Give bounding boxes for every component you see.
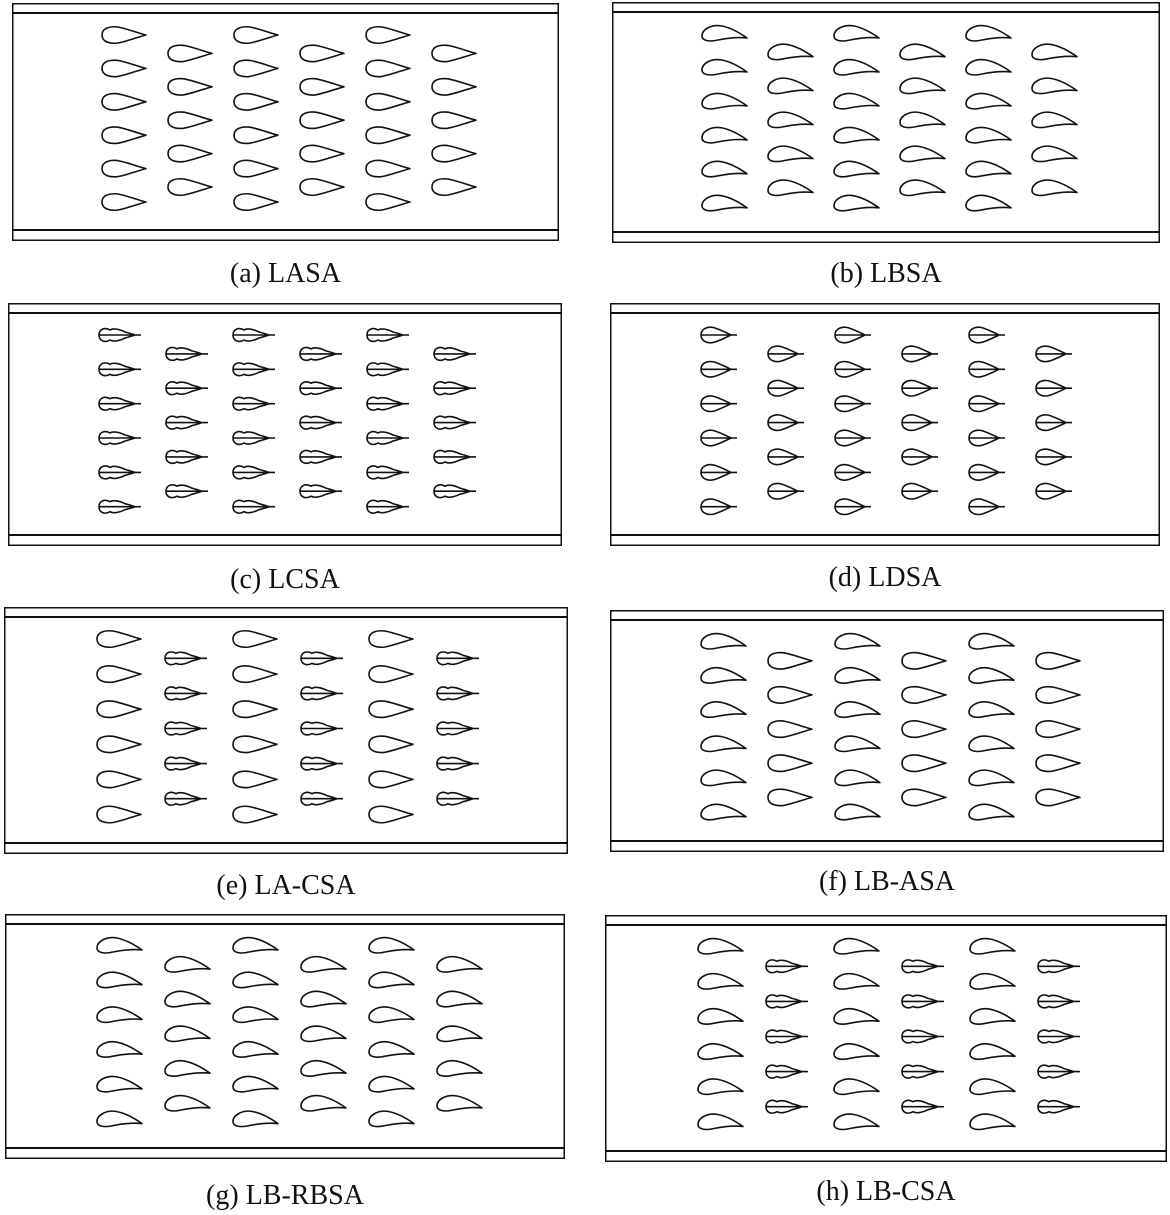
channel-diagram-g	[5, 914, 565, 1159]
fin-shape	[698, 939, 743, 954]
fin-shape	[902, 687, 946, 703]
fin-shape	[835, 499, 871, 514]
fin-shape	[702, 127, 747, 142]
fin-shape	[301, 1061, 346, 1076]
panel-f	[610, 610, 1164, 852]
fin-shape	[166, 416, 208, 429]
fin-shape	[970, 1044, 1015, 1059]
fin-shape	[835, 804, 880, 819]
fin-shape	[701, 634, 746, 649]
channel-diagram-f	[610, 610, 1164, 852]
fin-shape	[1038, 995, 1080, 1008]
fin-shape	[366, 160, 410, 176]
fin-shape	[766, 960, 808, 973]
fin-shape	[434, 348, 476, 361]
fin-shape	[300, 45, 344, 61]
fin-shape	[168, 45, 212, 61]
fin-shape	[367, 432, 409, 445]
fin-shape	[165, 957, 210, 972]
fin-shape	[701, 736, 746, 751]
fin-shape	[835, 736, 880, 751]
fin-shape	[437, 722, 479, 735]
fin-shape	[969, 327, 1005, 342]
fin-shape	[768, 687, 812, 703]
channel-diagram-c	[8, 303, 562, 546]
fin-shape	[233, 972, 278, 987]
fin-shape	[165, 757, 207, 770]
fin-shape	[233, 736, 277, 752]
fin-shape	[301, 652, 343, 665]
fin-shape	[902, 789, 946, 805]
channel-outer-frame	[611, 304, 1160, 546]
fin-shape	[768, 346, 804, 361]
fin-shape	[300, 112, 344, 128]
caption-d: (d) LDSA	[828, 562, 942, 593]
channel-outer-frame	[613, 3, 1160, 243]
fin-shape	[369, 701, 413, 717]
fin-shape	[1032, 78, 1077, 93]
fin-shape	[166, 382, 208, 395]
fin-shape	[900, 146, 945, 161]
fin-shape	[234, 60, 278, 76]
fin-shape	[165, 722, 207, 735]
fin-shape	[1036, 449, 1072, 464]
fin-shape	[1036, 789, 1080, 805]
fin-shape	[97, 938, 142, 953]
fin-shape	[369, 938, 414, 953]
fin-shape	[1036, 653, 1080, 669]
fin-shape	[301, 722, 343, 735]
fin-shape	[902, 995, 944, 1008]
fin-shape	[1036, 687, 1080, 703]
fin-shape	[165, 792, 207, 805]
fin-shape	[367, 363, 409, 376]
channel-diagram-a	[12, 3, 559, 241]
fin-shape	[1038, 1030, 1080, 1043]
fin-shape	[1036, 755, 1080, 771]
fin-shape	[168, 145, 212, 161]
fin-shape	[97, 736, 141, 752]
fin-shape	[300, 485, 342, 498]
fin-shape	[233, 466, 275, 479]
fin-shape	[97, 1007, 142, 1022]
fin-shape	[702, 60, 747, 75]
fin-shape	[367, 397, 409, 410]
fin-shape	[966, 60, 1011, 75]
caption-b: (b) LBSA	[830, 258, 942, 289]
fin-shape	[432, 45, 476, 61]
fin-shape	[97, 631, 141, 647]
fin-shape	[165, 652, 207, 665]
fin-shape	[766, 995, 808, 1008]
fin-shape	[701, 668, 746, 683]
fin-shape	[366, 27, 410, 43]
fin-shape	[102, 27, 146, 43]
fin-shape	[97, 806, 141, 822]
fin-shape	[1036, 346, 1072, 361]
fin-shape	[434, 451, 476, 464]
fin-shape	[234, 27, 278, 43]
fin-shape	[1038, 1065, 1080, 1078]
caption-g: (g) LB-RBSA	[206, 1180, 364, 1211]
fin-shape	[234, 194, 278, 210]
fin-shape	[437, 757, 479, 770]
panel-a	[12, 3, 559, 241]
caption-h: (h) LB-CSA	[816, 1176, 956, 1207]
fin-shape	[900, 112, 945, 127]
fin-shape	[701, 362, 737, 377]
fin-shape	[702, 195, 747, 210]
fin-shape	[902, 960, 944, 973]
fin-shape	[300, 382, 342, 395]
fin-shape	[233, 631, 277, 647]
fin-shape	[969, 430, 1005, 445]
fin-shape	[166, 485, 208, 498]
fin-shape	[970, 1079, 1015, 1094]
fin-shape	[969, 634, 1014, 649]
fin-shape	[234, 160, 278, 176]
fin-shape	[300, 79, 344, 95]
fin-shape	[97, 1042, 142, 1057]
channel-diagram-d	[610, 303, 1160, 546]
fin-shape	[369, 631, 413, 647]
caption-e: (e) LA-CSA	[216, 870, 356, 901]
channel-diagram-e	[4, 607, 568, 854]
fin-shape	[834, 60, 879, 75]
fin-shape	[970, 939, 1015, 954]
fin-shape	[966, 161, 1011, 176]
fin-shape	[97, 972, 142, 987]
fin-shape	[702, 161, 747, 176]
fin-shape	[369, 1076, 414, 1091]
fin-shape	[97, 771, 141, 787]
fin-shape	[835, 430, 871, 445]
fin-shape	[698, 1114, 743, 1129]
fin-shape	[768, 380, 804, 395]
fin-shape	[367, 329, 409, 342]
fin-shape	[701, 770, 746, 785]
fin-shape	[834, 1079, 879, 1094]
fin-shape	[168, 112, 212, 128]
fin-shape	[834, 1044, 879, 1059]
fin-shape	[437, 1096, 482, 1111]
fin-shape	[233, 397, 275, 410]
fin-shape	[102, 94, 146, 110]
fin-shape	[367, 466, 409, 479]
fin-shape	[698, 1009, 743, 1024]
fin-shape	[366, 194, 410, 210]
panel-g	[5, 914, 565, 1159]
fin-shape	[301, 957, 346, 972]
fin-shape	[233, 1076, 278, 1091]
fin-shape	[701, 327, 737, 342]
fin-shape	[966, 26, 1011, 41]
fin-shape	[99, 329, 141, 342]
fin-shape	[369, 806, 413, 822]
fin-shape	[768, 415, 804, 430]
fin-shape	[301, 991, 346, 1006]
fin-shape	[969, 499, 1005, 514]
fin-shape	[835, 362, 871, 377]
fin-shape	[835, 668, 880, 683]
fin-shape	[902, 483, 938, 498]
fin-shape	[834, 1009, 879, 1024]
fin-shape	[701, 804, 746, 819]
fin-shape	[835, 634, 880, 649]
fin-shape	[102, 194, 146, 210]
fin-shape	[701, 430, 737, 445]
fin-shape	[369, 1007, 414, 1022]
fin-shape	[234, 94, 278, 110]
fin-shape	[366, 60, 410, 76]
fin-shape	[702, 93, 747, 108]
channel-outer-frame	[9, 304, 562, 546]
fin-shape	[233, 771, 277, 787]
fin-shape	[835, 327, 871, 342]
fin-shape	[1036, 415, 1072, 430]
fin-shape	[233, 1007, 278, 1022]
caption-c: (c) LCSA	[230, 564, 340, 595]
fin-shape	[369, 972, 414, 987]
fin-shape	[437, 991, 482, 1006]
fin-shape	[900, 180, 945, 195]
fin-shape	[437, 652, 479, 665]
fin-shape	[835, 770, 880, 785]
fin-shape	[369, 771, 413, 787]
fin-shape	[768, 146, 813, 161]
fin-shape	[966, 93, 1011, 108]
fin-shape	[900, 78, 945, 93]
fin-shape	[432, 79, 476, 95]
fin-shape	[300, 145, 344, 161]
fin-shape	[902, 415, 938, 430]
fin-shape	[97, 1076, 142, 1091]
fin-shape	[902, 449, 938, 464]
channel-diagram-b	[612, 2, 1160, 243]
fin-shape	[233, 666, 277, 682]
fin-shape	[102, 127, 146, 143]
panel-e	[4, 607, 568, 854]
fin-shape	[969, 465, 1005, 480]
fin-shape	[768, 721, 812, 737]
fin-shape	[969, 668, 1014, 683]
fin-shape	[437, 1026, 482, 1041]
fin-shape	[834, 939, 879, 954]
fin-shape	[970, 1114, 1015, 1129]
fin-shape	[834, 93, 879, 108]
fin-shape	[1038, 960, 1080, 973]
caption-f: (f) LB-ASA	[818, 866, 956, 897]
fin-shape	[1036, 380, 1072, 395]
fin-shape	[902, 653, 946, 669]
fin-shape	[902, 1065, 944, 1078]
panel-h	[605, 915, 1167, 1162]
channel-outer-frame	[606, 916, 1167, 1162]
fin-shape	[437, 687, 479, 700]
fin-shape	[966, 195, 1011, 210]
channel-outer-frame	[13, 4, 559, 241]
fin-shape	[369, 1042, 414, 1057]
fin-shape	[437, 792, 479, 805]
fin-shape	[835, 396, 871, 411]
fin-shape	[369, 1111, 414, 1126]
fin-shape	[900, 44, 945, 59]
fin-shape	[1036, 483, 1072, 498]
fin-shape	[99, 466, 141, 479]
fin-shape	[300, 416, 342, 429]
fin-shape	[768, 112, 813, 127]
fin-shape	[834, 974, 879, 989]
fin-shape	[99, 397, 141, 410]
fin-shape	[966, 127, 1011, 142]
fin-shape	[234, 127, 278, 143]
channel-outer-frame	[611, 611, 1164, 852]
panel-d	[610, 303, 1160, 546]
fin-shape	[834, 26, 879, 41]
channel-outer-frame	[5, 608, 568, 854]
fin-shape	[300, 348, 342, 361]
fin-shape	[233, 432, 275, 445]
fin-shape	[366, 94, 410, 110]
fin-shape	[165, 687, 207, 700]
fin-shape	[834, 127, 879, 142]
fin-shape	[969, 736, 1014, 751]
fin-shape	[97, 701, 141, 717]
fin-shape	[766, 1030, 808, 1043]
fin-shape	[969, 770, 1014, 785]
fin-shape	[233, 701, 277, 717]
fin-shape	[369, 666, 413, 682]
fin-shape	[432, 145, 476, 161]
fin-shape	[165, 1061, 210, 1076]
fin-shape	[969, 362, 1005, 377]
fin-shape	[969, 804, 1014, 819]
fin-shape	[902, 1030, 944, 1043]
fin-shape	[369, 736, 413, 752]
fin-shape	[768, 78, 813, 93]
panel-b	[612, 2, 1160, 243]
fin-shape	[233, 329, 275, 342]
fin-shape	[1032, 146, 1077, 161]
fin-shape	[902, 380, 938, 395]
fin-shape	[233, 500, 275, 513]
fin-shape	[300, 451, 342, 464]
fin-shape	[434, 416, 476, 429]
fin-shape	[99, 500, 141, 513]
fin-shape	[432, 179, 476, 195]
fin-shape	[166, 348, 208, 361]
fin-shape	[902, 1100, 944, 1113]
fin-shape	[701, 396, 737, 411]
fin-shape	[701, 499, 737, 514]
fin-shape	[165, 991, 210, 1006]
fin-shape	[902, 721, 946, 737]
fin-shape	[1032, 44, 1077, 59]
fin-shape	[970, 1009, 1015, 1024]
fin-shape	[366, 127, 410, 143]
channel-diagram-h	[605, 915, 1167, 1162]
fin-shape	[301, 1026, 346, 1041]
fin-shape	[970, 974, 1015, 989]
fin-shape	[99, 363, 141, 376]
caption-a: (a) LASA	[229, 258, 342, 289]
fin-shape	[834, 195, 879, 210]
fin-shape	[768, 653, 812, 669]
fin-shape	[698, 1079, 743, 1094]
fin-shape	[434, 382, 476, 395]
fin-shape	[835, 465, 871, 480]
fin-shape	[768, 483, 804, 498]
fin-shape	[969, 702, 1014, 717]
fin-shape	[1032, 112, 1077, 127]
fin-shape	[301, 757, 343, 770]
fin-shape	[969, 396, 1005, 411]
fin-shape	[233, 938, 278, 953]
fin-shape	[1038, 1100, 1080, 1113]
fin-shape	[698, 1044, 743, 1059]
fin-shape	[301, 1096, 346, 1111]
fin-shape	[835, 702, 880, 717]
fin-shape	[768, 789, 812, 805]
fin-shape	[367, 500, 409, 513]
fin-shape	[902, 755, 946, 771]
fin-shape	[437, 957, 482, 972]
fin-shape	[1036, 721, 1080, 737]
fin-shape	[165, 1096, 210, 1111]
fin-shape	[701, 702, 746, 717]
fin-shape	[437, 1061, 482, 1076]
fin-shape	[432, 112, 476, 128]
fin-shape	[168, 179, 212, 195]
fin-shape	[1032, 180, 1077, 195]
fin-shape	[434, 485, 476, 498]
fin-shape	[701, 465, 737, 480]
fin-shape	[698, 974, 743, 989]
fin-shape	[97, 1111, 142, 1126]
fin-shape	[702, 26, 747, 41]
fin-shape	[233, 1111, 278, 1126]
fin-shape	[768, 755, 812, 771]
fin-shape	[834, 161, 879, 176]
fin-shape	[300, 179, 344, 195]
fin-shape	[301, 687, 343, 700]
fin-shape	[766, 1065, 808, 1078]
fin-shape	[166, 451, 208, 464]
fin-shape	[97, 666, 141, 682]
fin-shape	[301, 792, 343, 805]
fin-shape	[102, 60, 146, 76]
fin-shape	[233, 363, 275, 376]
panel-c	[8, 303, 562, 546]
fin-shape	[766, 1100, 808, 1113]
fin-shape	[768, 449, 804, 464]
fin-shape	[165, 1026, 210, 1041]
fin-shape	[233, 1042, 278, 1057]
fin-shape	[768, 44, 813, 59]
fin-shape	[768, 180, 813, 195]
fin-shape	[102, 160, 146, 176]
fin-shape	[168, 79, 212, 95]
fin-shape	[902, 346, 938, 361]
fin-shape	[233, 806, 277, 822]
fin-shape	[99, 432, 141, 445]
fin-shape	[834, 1114, 879, 1129]
